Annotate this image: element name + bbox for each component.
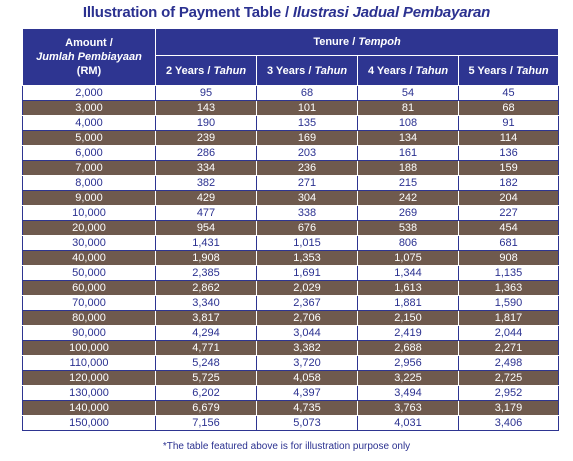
amount-cell: 2,000 <box>23 86 156 101</box>
table-row <box>23 206 559 221</box>
payment-cell: 203 <box>257 146 358 161</box>
years-5-header <box>459 56 559 86</box>
payment-cell: 2,725 <box>459 371 559 386</box>
table-row <box>23 311 559 326</box>
payment-cell: 2,271 <box>459 341 559 356</box>
payment-cell: 954 <box>156 221 257 236</box>
payment-cell: 3,044 <box>257 326 358 341</box>
amount-cell: 30,000 <box>23 236 156 251</box>
payment-cell: 806 <box>358 236 459 251</box>
payment-cell: 304 <box>257 191 358 206</box>
payment-cell: 3,720 <box>257 356 358 371</box>
payment-cell: 334 <box>156 161 257 176</box>
disclaimer-note: *The table featured above is for illustration purpose only <box>162 441 411 452</box>
amount-cell: 70,000 <box>23 296 156 311</box>
payment-cell: 5,073 <box>257 416 358 431</box>
payment-cell: 1,135 <box>459 266 559 281</box>
payment-cell: 5,248 <box>156 356 257 371</box>
payment-cell: 45 <box>459 86 559 101</box>
payment-cell: 81 <box>358 101 459 116</box>
amount-cell: 50,000 <box>23 266 156 281</box>
tenure-header <box>156 29 559 56</box>
years-4-label-italic: Tahun <box>415 64 449 77</box>
payment-cell: 681 <box>459 236 559 251</box>
payment-cell: 4,397 <box>257 386 358 401</box>
payment-cell: 3,382 <box>257 341 358 356</box>
amount-cell: 140,000 <box>23 401 156 416</box>
payment-cell: 2,029 <box>257 281 358 296</box>
payment-cell: 239 <box>156 131 257 146</box>
amount-header-line1: Amount / <box>65 37 113 49</box>
table-row <box>23 281 559 296</box>
payment-cell: 4,735 <box>257 401 358 416</box>
amount-cell: 120,000 <box>23 371 156 386</box>
payment-cell: 1,613 <box>358 281 459 296</box>
table-row <box>23 401 559 416</box>
table-row <box>23 236 559 251</box>
amount-cell: 7,000 <box>23 161 156 176</box>
table-row <box>23 251 559 266</box>
table-row <box>23 131 559 146</box>
payment-cell: 3,406 <box>459 416 559 431</box>
payment-cell: 6,679 <box>156 401 257 416</box>
table-row <box>23 416 559 431</box>
payment-cell: 1,363 <box>459 281 559 296</box>
table-row <box>23 296 559 311</box>
payment-cell: 3,494 <box>358 386 459 401</box>
table-row <box>23 371 559 386</box>
years-3-label: 3 Years / <box>266 64 315 77</box>
payment-cell: 3,817 <box>156 311 257 326</box>
payment-cell: 136 <box>459 146 559 161</box>
payment-cell: 454 <box>459 221 559 236</box>
payment-cell: 4,771 <box>156 341 257 356</box>
years-2-header <box>156 56 257 86</box>
amount-cell: 20,000 <box>23 221 156 236</box>
years-5-label-italic: Tahun <box>515 64 549 77</box>
years-3-label-italic: Tahun <box>314 64 348 77</box>
payment-cell: 134 <box>358 131 459 146</box>
amount-cell: 8,000 <box>23 176 156 191</box>
payment-cell: 1,353 <box>257 251 358 266</box>
payment-cell: 101 <box>257 101 358 116</box>
payment-cell: 190 <box>156 116 257 131</box>
payment-cell: 7,156 <box>156 416 257 431</box>
payment-cell: 4,058 <box>257 371 358 386</box>
title-italic: Ilustrasi Jadual Pembayaran <box>292 4 491 21</box>
payment-cell: 2,150 <box>358 311 459 326</box>
amount-cell: 40,000 <box>23 251 156 266</box>
amount-cell: 3,000 <box>23 101 156 116</box>
payment-cell: 538 <box>358 221 459 236</box>
table-row <box>23 341 559 356</box>
payment-cell: 188 <box>358 161 459 176</box>
payment-cell: 161 <box>358 146 459 161</box>
amount-header-line2: Jumlah Pembiayaan <box>36 51 142 63</box>
payment-cell: 204 <box>459 191 559 206</box>
payment-cell: 54 <box>358 86 459 101</box>
payment-cell: 1,344 <box>358 266 459 281</box>
table-row <box>23 356 559 371</box>
payment-cell: 2,706 <box>257 311 358 326</box>
payment-cell: 242 <box>358 191 459 206</box>
table-row <box>23 386 559 401</box>
amount-column-header <box>23 29 156 86</box>
payment-cell: 159 <box>459 161 559 176</box>
amount-cell: 9,000 <box>23 191 156 206</box>
amount-cell: 5,000 <box>23 131 156 146</box>
payment-cell: 3,763 <box>358 401 459 416</box>
payment-cell: 382 <box>156 176 257 191</box>
title-main: Illustration of Payment Table / <box>82 4 293 21</box>
payment-cell: 908 <box>459 251 559 266</box>
payment-cell: 1,015 <box>257 236 358 251</box>
payment-cell: 1,590 <box>459 296 559 311</box>
table-row <box>23 161 559 176</box>
tenure-header-main: Tenure / <box>313 36 359 48</box>
amount-cell: 150,000 <box>23 416 156 431</box>
payment-cell: 2,385 <box>156 266 257 281</box>
payment-cell: 2,498 <box>459 356 559 371</box>
amount-cell: 130,000 <box>23 386 156 401</box>
payment-cell: 2,367 <box>257 296 358 311</box>
payment-cell: 338 <box>257 206 358 221</box>
years-2-label-italic: Tahun <box>213 64 247 77</box>
payment-cell: 3,179 <box>459 401 559 416</box>
payment-cell: 114 <box>459 131 559 146</box>
payment-cell: 4,031 <box>358 416 459 431</box>
payment-table <box>22 28 559 431</box>
payment-cell: 143 <box>156 101 257 116</box>
years-4-header <box>358 56 459 86</box>
payment-cell: 3,340 <box>156 296 257 311</box>
payment-cell: 1,075 <box>358 251 459 266</box>
amount-cell: 80,000 <box>23 311 156 326</box>
table-row <box>23 86 559 101</box>
table-body <box>23 86 559 431</box>
table-row <box>23 101 559 116</box>
payment-cell: 68 <box>459 101 559 116</box>
payment-cell: 269 <box>358 206 459 221</box>
amount-cell: 110,000 <box>23 356 156 371</box>
payment-cell: 135 <box>257 116 358 131</box>
payment-cell: 6,202 <box>156 386 257 401</box>
years-5-label: 5 Years / <box>468 64 516 77</box>
table-row <box>23 176 559 191</box>
payment-cell: 91 <box>459 116 559 131</box>
tenure-header-italic: Tempoh <box>358 36 401 48</box>
payment-cell: 2,688 <box>358 341 459 356</box>
amount-cell: 60,000 <box>23 281 156 296</box>
payment-cell: 3,225 <box>358 371 459 386</box>
years-4-label: 4 Years / <box>367 64 416 77</box>
payment-cell: 68 <box>257 86 358 101</box>
amount-cell: 6,000 <box>23 146 156 161</box>
years-3-header <box>257 56 358 86</box>
payment-cell: 2,419 <box>358 326 459 341</box>
payment-cell: 2,952 <box>459 386 559 401</box>
payment-cell: 169 <box>257 131 358 146</box>
table-row <box>23 266 559 281</box>
payment-cell: 2,956 <box>358 356 459 371</box>
payment-cell: 2,862 <box>156 281 257 296</box>
amount-cell: 90,000 <box>23 326 156 341</box>
payment-cell: 4,294 <box>156 326 257 341</box>
payment-cell: 1,817 <box>459 311 559 326</box>
payment-cell: 286 <box>156 146 257 161</box>
table-row <box>23 116 559 131</box>
amount-cell: 100,000 <box>23 341 156 356</box>
table-row <box>23 146 559 161</box>
payment-cell: 236 <box>257 161 358 176</box>
payment-cell: 227 <box>459 206 559 221</box>
table-row <box>23 326 559 341</box>
payment-cell: 108 <box>358 116 459 131</box>
payment-cell: 676 <box>257 221 358 236</box>
payment-cell: 1,431 <box>156 236 257 251</box>
table-row <box>23 221 559 236</box>
payment-cell: 477 <box>156 206 257 221</box>
amount-header-line3: (RM) <box>76 65 102 77</box>
payment-cell: 271 <box>257 176 358 191</box>
page-title <box>0 4 573 21</box>
payment-cell: 182 <box>459 176 559 191</box>
payment-cell: 95 <box>156 86 257 101</box>
payment-cell: 1,908 <box>156 251 257 266</box>
amount-cell: 4,000 <box>23 116 156 131</box>
amount-cell: 10,000 <box>23 206 156 221</box>
years-2-label: 2 Years / <box>165 64 214 77</box>
payment-cell: 5,725 <box>156 371 257 386</box>
payment-cell: 2,044 <box>459 326 559 341</box>
payment-cell: 215 <box>358 176 459 191</box>
table-row <box>23 191 559 206</box>
payment-cell: 1,881 <box>358 296 459 311</box>
payment-cell: 429 <box>156 191 257 206</box>
payment-cell: 1,691 <box>257 266 358 281</box>
